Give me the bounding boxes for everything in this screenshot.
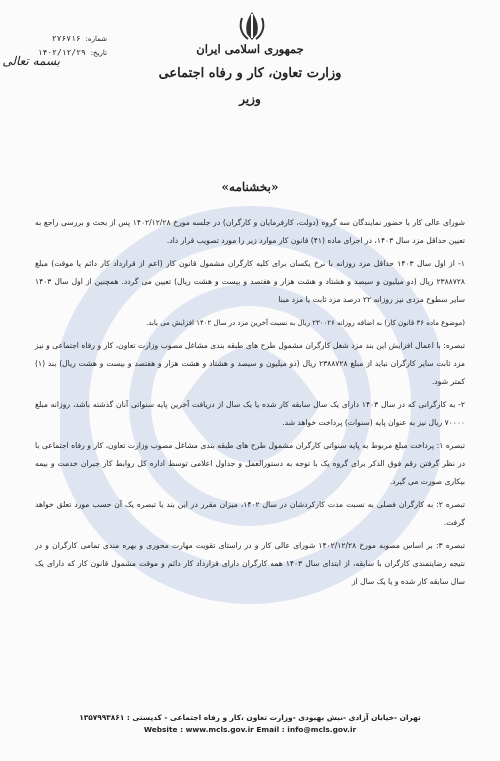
document-title: «بخشنامه»	[221, 180, 279, 194]
minister-heading: وزیر	[239, 92, 261, 106]
republic-heading: جمهوری اسلامی ایران	[196, 42, 304, 56]
footer-address: تهران -خیابان آزادی -نبش بهبودی -وزارت تعاون ،کار و رفاه اجتماعی - کدپستی : ۱۳۵۷۹۹۳۸۶۱	[79, 713, 421, 722]
clause-1: ۱- از اول سال ۱۴۰۳ حداقل مزد روزانه با نرخ یکسان برای کلیه کارگران مشمول قانون کار (اعم از قرارداد کار دائم یا موقت) مبلغ ۲۳۸۸۷۲۸ ریال (دو میلیون و سیصد و هشتاد و هشت هزار و هفتصد و بیست و هشت ریال) تعیین می گردد. همچنین از اول سال ۱۴۰۳ سایر سطوح مزدی نیز روزانه ۲۲ درصد مزد ثابت یا مزد مبنا	[35, 259, 465, 304]
clause-2-tabsare-3: تبصره ۳: بر اساس مصوبه مورخ ۱۴۰۲/۱۲/۲۸ شورای عالی کار و در راستای تقویت مهارت محوری و بهره مندی تمامی کارگران و در نتیجه رضایتمندی کارگران با سابقه، از ابتدای سال ۱۴۰۳ همه کارگران دارای قرارداد کار دائم و موقت مشمول قانون کار که دارای یک سال سابقه کار شده و یا یک سال از	[35, 541, 465, 586]
letter-number: ۲۷۶۷۱۶	[51, 34, 81, 43]
ministry-heading: وزارت تعاون، کار و رفاه اجتماعی	[158, 66, 342, 81]
clause-1-note: (موضوع ماده ۳۶ قانون کار) به اضافه روزانه ۲۳۰۰۲۶ ریال به نسبت آخرین مزد در سال ۱۴۰۲ افزایش می یابد.	[146, 319, 465, 327]
clause-2-tabsare-2: تبصره ۲: به کارگران فصلی به نسبت مدت کارکردشان در سال ۱۴۰۲، میزان مقرر در این بند یا تبصره یک آن حسب مورد تعلق خواهد گرفت.	[35, 500, 465, 527]
letter-date: ۱۴۰۲/۱۲/۲۹	[37, 48, 86, 57]
iran-emblem-icon	[239, 10, 265, 42]
intro-paragraph: شورای عالی کار با حضور نمایندگان سه گروه (دولت، کارفرمایان و کارگران) در جلسه مورخ ۱۴۰۲/۱۲/۲۸ پس از بحث و بررسی راجع به تعیین حداقل مزد سال ۱۴۰۳، در اجرای ماده (۴۱) قانون کار موارد زیر را مورد تصویب قرار داد.	[35, 218, 466, 245]
clause-2-tabsare-1: تبصره ۱: پرداخت مبلغ مربوط به پایه سنواتی کارگران مشمول طرح های طبقه بندی مشاغل مصوب وزارت تعاون، کار و رفاه اجتماعی با در نظر گرفتن رقم فوق الذکر برای گروه یک با توجه به دستورالعمل و جداول اعلامی توسط اداره کل روابط کار جبران خدمت و بیمه بیکاری صورت می گیرد.	[35, 441, 465, 486]
letter-meta	[12, 32, 107, 60]
letter-body	[35, 214, 465, 596]
footer-contact: Website : www.mcls.gov.ir Email : info@mcls.gov.ir	[143, 725, 357, 734]
number-label: شماره:	[85, 35, 107, 43]
letter-footer	[60, 712, 440, 736]
clause-1-tabsare: تبصره: با اعمال افزایش این بند مزد شغل کارگران مشمول طرح های طبقه بندی مشاغل مصوب وزارت تعاون، کار و رفاه اجتماعی و نیز مزد ثابت سایر کارگران نباید از مبلغ ۲۳۸۸۷۲۸ ریال (دو میلیون و سیصد و هشتاد و هشت هزار و هفتصد و بیست و هشت ریال) بند (۱) کمتر شود.	[35, 341, 465, 386]
besm-heading: بسمه تعالی	[2, 54, 60, 68]
clause-2: ۲- به کارگرانی که در سال ۱۴۰۳ دارای یک سال سابقه کار شده یا یک سال از دریافت آخرین پایه سنواتی آنان گذشته باشد، روزانه مبلغ ۷۰۰۰۰ ریال نیز به عنوان پایه (سنوات) پرداخت خواهد شد.	[35, 400, 465, 427]
date-label: تاریخ:	[90, 49, 107, 57]
